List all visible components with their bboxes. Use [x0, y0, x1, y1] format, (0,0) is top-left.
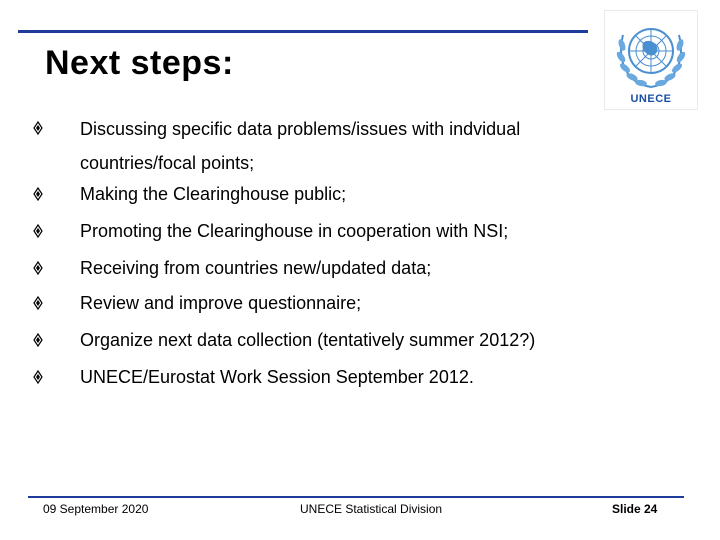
bullet-text: Promoting the Clearinghouse in cooperation with NSI; — [80, 221, 509, 241]
list-item — [30, 287, 590, 319]
bullet-text: UNECE/Eurostat Work Session September 2012. — [80, 367, 474, 387]
footer-date: 09 September 2020 — [43, 502, 149, 516]
unece-logo — [604, 10, 698, 110]
diamond-bullet-icon — [30, 223, 46, 239]
top-divider — [18, 30, 588, 33]
diamond-bullet-icon — [30, 332, 46, 348]
diamond-bullet-icon — [30, 369, 46, 385]
list-item — [30, 252, 590, 284]
bullet-text: Making the Clearinghouse public; — [80, 184, 347, 204]
slide-number: Slide 24 — [612, 502, 658, 516]
bullet-text: Organize next data collection (tentatively summer 2012?) — [80, 330, 536, 350]
slide-title: Next steps: — [45, 44, 234, 82]
list-item — [30, 324, 590, 356]
list-item — [30, 361, 590, 393]
diamond-bullet-icon — [30, 260, 46, 276]
list-item — [30, 178, 590, 210]
list-item — [30, 215, 590, 247]
diamond-bullet-icon — [30, 120, 46, 136]
diamond-bullet-icon — [30, 295, 46, 311]
bullet-text: Discussing specific data problems/issues with indvidual countries/focal points; — [80, 119, 521, 173]
footer-divider — [28, 496, 684, 498]
list-item — [30, 112, 590, 180]
bullet-text: Receiving from countries new/updated data; — [80, 258, 432, 278]
bullet-text: Review and improve questionnaire; — [80, 293, 362, 313]
diamond-bullet-icon — [30, 186, 46, 202]
logo-label: UNECE — [630, 93, 672, 105]
footer-organization: UNECE Statistical Division — [300, 502, 443, 516]
un-emblem-icon — [613, 15, 689, 91]
